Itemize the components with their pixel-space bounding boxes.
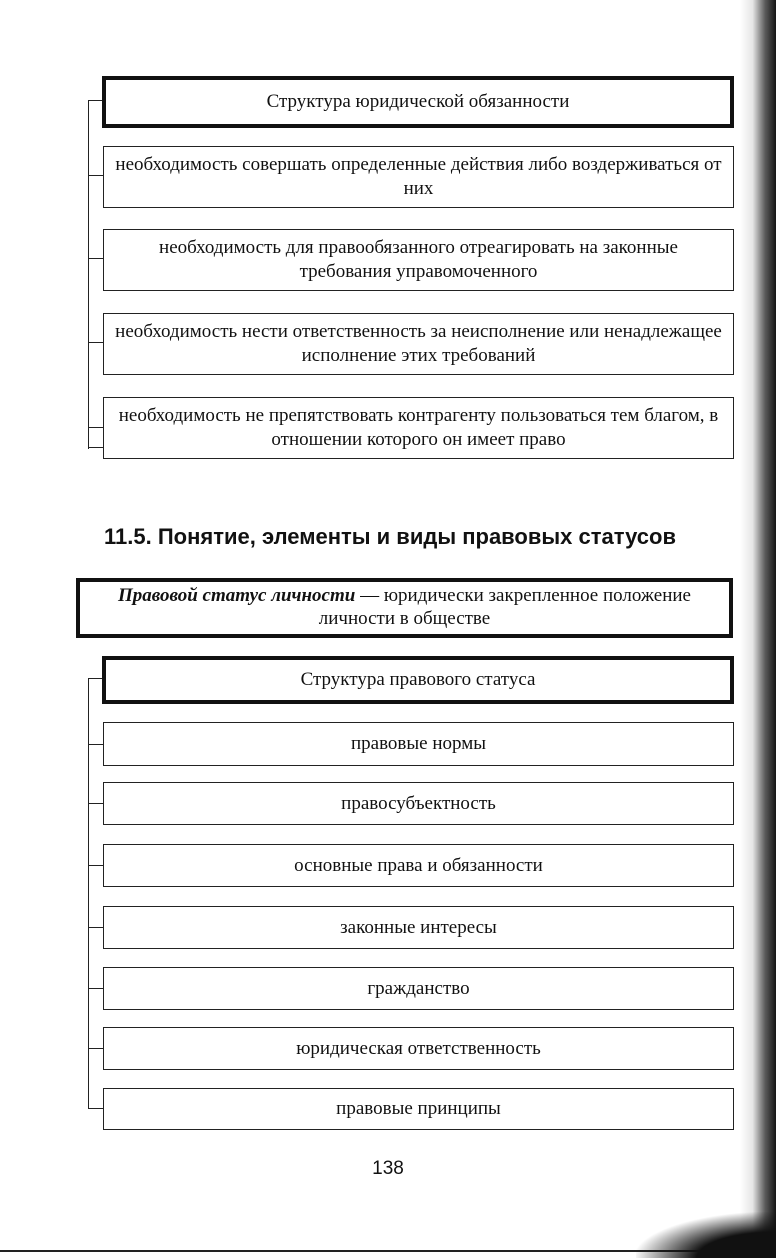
diagram1-bracket <box>88 100 103 449</box>
diagram1-item: необходимость совершать определенные действия либо воздерживаться от них <box>103 146 734 208</box>
diagram2-item: юридическая ответственность <box>103 1027 734 1070</box>
diagram2-tick <box>88 1048 103 1049</box>
diagram2-tick <box>88 803 103 804</box>
diagram1-tick <box>88 175 103 176</box>
section-heading: 11.5. Понятие, элементы и виды правовых статусов <box>104 524 676 549</box>
diagram1-bracket-bottom <box>88 447 103 448</box>
diagram2-tick <box>88 927 103 928</box>
diagram1-item: необходимость не препятствовать контрагенту пользоваться тем благом, в отношении которого он имеет право <box>103 397 734 459</box>
definition-text: — юридически закрепленное положение личности в обществе <box>318 585 691 629</box>
diagram1-tick <box>88 427 103 428</box>
definition-term: Правовой статус личности <box>117 585 356 606</box>
page-number: 138 <box>372 1158 404 1179</box>
diagram2-tick <box>88 744 103 745</box>
diagram2-item: правосубъектность <box>103 782 734 825</box>
diagram2-bracket <box>88 678 103 1109</box>
diagram2-bracket-bottom <box>88 1108 103 1109</box>
diagram2-item: правовые нормы <box>103 722 734 766</box>
diagram1-item: необходимость для правообязанного отреагировать на законные требования управомоченного <box>103 229 734 291</box>
page-corner-shadow <box>636 1212 776 1258</box>
page-binding-shadow <box>740 0 776 1258</box>
diagram2-item: правовые принципы <box>103 1088 734 1130</box>
diagram2-title: Структура правового статуса <box>102 656 734 704</box>
diagram1-item: необходимость нести ответственность за неисполнение или ненадлежащее исполнение этих требований <box>103 313 734 375</box>
diagram2-item: основные права и обязанности <box>103 844 734 887</box>
diagram2-item: гражданство <box>103 967 734 1010</box>
diagram2-tick <box>88 865 103 866</box>
diagram1-title: Структура юридической обязанности <box>102 76 734 128</box>
diagram2-item: законные интересы <box>103 906 734 949</box>
diagram1-tick <box>88 342 103 343</box>
diagram2-tick <box>88 988 103 989</box>
definition-box <box>76 578 733 638</box>
diagram1-tick <box>88 258 103 259</box>
